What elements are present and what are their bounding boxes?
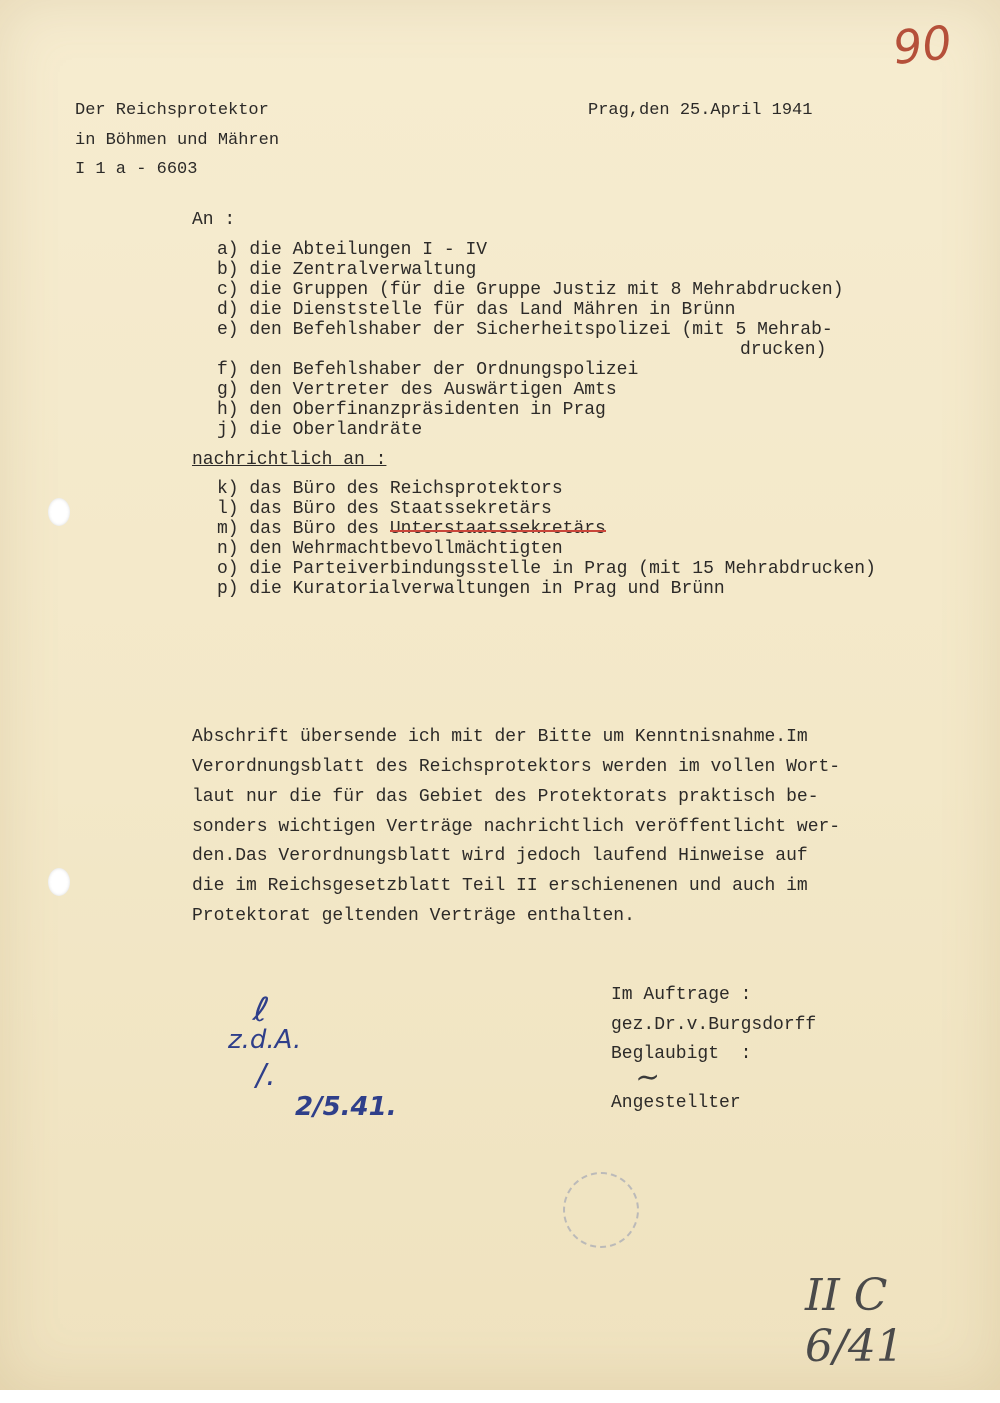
recipient-j: j) die Oberlandräte bbox=[217, 420, 423, 440]
signature-line-1: Im Auftrage : bbox=[611, 985, 752, 1005]
recipient-d: d) die Dienststelle für das Land Mähren in Brünn bbox=[217, 300, 736, 320]
info-recipient-m-prefix: m) das Büro des bbox=[217, 519, 390, 539]
body-line-4: sonders wichtigen Verträge nachrichtlich veröffentlicht wer- bbox=[192, 817, 841, 837]
recipient-e: e) den Befehlshaber der Sicherheitspolizei (mit 5 Mehrab- bbox=[217, 320, 833, 340]
recipient-g: g) den Vertreter des Auswärtigen Amts bbox=[217, 380, 617, 400]
body-line-6: die im Reichsgesetzblatt Teil II erschienenen und auch im bbox=[192, 876, 808, 896]
file-mark: II C 6/41 bbox=[805, 1270, 904, 1372]
faint-stamp bbox=[563, 1172, 639, 1248]
handwritten-signature: ~ bbox=[633, 1059, 662, 1096]
recipient-h: h) den Oberfinanzpräsidenten in Prag bbox=[217, 400, 606, 420]
body-line-7: Protektorat geltenden Verträge enthalten. bbox=[192, 906, 635, 926]
handwritten-note-zda: z.d.A. bbox=[228, 1025, 302, 1055]
info-recipient-o: o) die Parteiverbindungsstelle in Prag (mit 15 Mehrabdrucken) bbox=[217, 559, 876, 579]
body-line-3: laut nur die für das Gebiet des Protektorats praktisch be- bbox=[192, 787, 819, 807]
recipient-e-continued: drucken) bbox=[740, 340, 827, 360]
recipient-b: b) die Zentralverwaltung bbox=[217, 260, 477, 280]
info-recipient-m bbox=[217, 519, 606, 539]
info-recipient-l: l) das Büro des Staatssekretärs bbox=[217, 499, 552, 519]
signature-line-4: Angestellter bbox=[611, 1093, 741, 1113]
body-line-1: Abschrift übersende ich mit der Bitte um Kenntnisnahme.Im bbox=[192, 727, 808, 747]
info-recipient-k: k) das Büro des Reichsprotektors bbox=[217, 479, 563, 499]
recipients-label: An : bbox=[192, 210, 236, 230]
signature-line-2: gez.Dr.v.Burgsdorff bbox=[611, 1015, 817, 1035]
body-line-2: Verordnungsblatt des Reichsprotektors werden im vollen Wort- bbox=[192, 757, 841, 777]
recipient-c: c) die Gruppen (für die Gruppe Justiz mit 8 Mehrabdrucken) bbox=[217, 280, 844, 300]
recipient-a: a) die Abteilungen I - IV bbox=[217, 240, 488, 260]
signature-line-3: Beglaubigt : bbox=[611, 1044, 752, 1064]
handwritten-note-slash: /. bbox=[256, 1058, 276, 1093]
info-recipient-n: n) den Wehrmachtbevollmächtigten bbox=[217, 539, 563, 559]
place-date: Prag,den 25.April 1941 bbox=[588, 101, 813, 120]
sender-line-1: Der Reichsprotektor bbox=[75, 101, 269, 120]
page-number: 90 bbox=[890, 15, 955, 75]
handwritten-note-date: 2/5.41. bbox=[295, 1092, 397, 1122]
sender-line-2: in Böhmen und Mähren bbox=[75, 131, 280, 150]
punch-hole-bottom bbox=[48, 868, 70, 896]
struck-word: Unterstaatssekretärs bbox=[389, 519, 606, 539]
recipient-f: f) den Befehlshaber der Ordnungspolizei bbox=[217, 360, 639, 380]
info-recipient-p: p) die Kuratorialverwaltungen in Prag und Brünn bbox=[217, 579, 725, 599]
info-recipients-label: nachrichtlich an : bbox=[192, 450, 387, 470]
handwritten-mark: ℓ bbox=[250, 989, 272, 1031]
punch-hole-top bbox=[48, 498, 70, 526]
reference-number: I 1 a - 6603 bbox=[75, 160, 198, 179]
body-line-5: den.Das Verordnungsblatt wird jedoch laufend Hinweise auf bbox=[192, 846, 808, 866]
